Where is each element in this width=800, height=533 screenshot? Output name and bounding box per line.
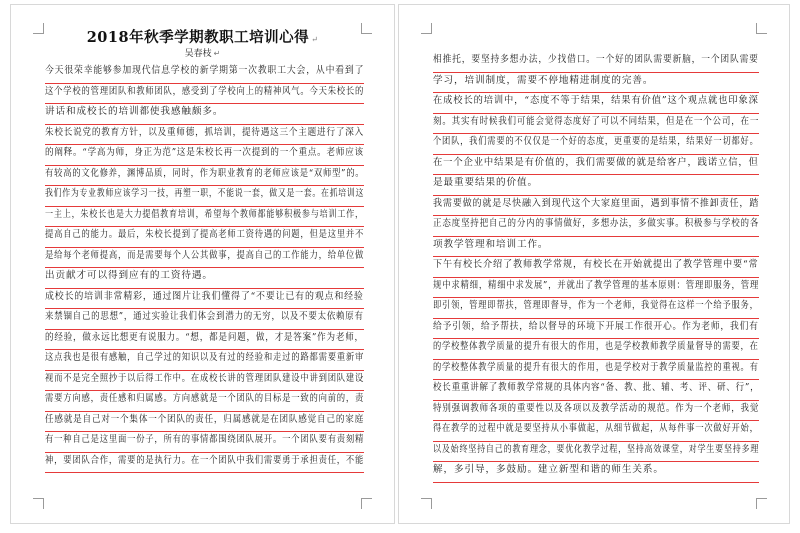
text-line-content: 项教学管理和培训工作。 [433, 238, 549, 250]
text-line-content: 在成校长的培训中，“态度不等于结果，结果有价值”这个观点就也印象深 [433, 95, 759, 106]
text-line-content: 在一个企业中结果是有价值的，我们需要做的就是给客户，践诺立信，但 [433, 156, 759, 168]
text-line [433, 237, 759, 258]
text-line [45, 350, 364, 371]
text-line [433, 73, 759, 94]
text-line [433, 196, 759, 217]
text-line-content: 即引领，管理即帮扶，管理即督导，作为一个老师，我觉得在这样一个给予服务， [433, 300, 759, 311]
text-line-content: 给予引领，给予帮扶，给以督导的环境下开展工作很开心。作为老师，我们有 [433, 320, 759, 332]
text-line-content: 得在教学的过程中就是要坚持从小事做起，从细节做起，从每件事一次做好开始， [433, 423, 759, 434]
text-line-content: 任感就是自己对一个集体一个团队的责任，归属感就是在团队感觉自己的家庭 [45, 413, 364, 425]
text-line [433, 52, 759, 73]
text-line [45, 104, 364, 125]
paragraph-mark: ↵ [213, 49, 221, 58]
text-line-content: 是最重要结果的价值。 [433, 177, 538, 188]
text-line-content: 校长重重讲解了教师教学常规的具体内容“备、教、批、辅、考、评、研、行”， [433, 382, 759, 393]
text-line-content: 有一种自己是这里面一份子，所有的事情都围绕团队展开。一个团队要有责刻精 [45, 434, 364, 445]
text-line-content: 来禁锢自己的思想”，通过实验让我们体会到潜力的无穷，以及不要太依赖原有 [45, 311, 364, 322]
document-page-right [398, 4, 790, 524]
document-author [11, 46, 394, 59]
text-line [433, 462, 759, 483]
text-line-content: 视而不是完全照抄于以后得工作中。在成校长讲的管理团队建设中讲到团队建设 [45, 372, 364, 384]
text-line [45, 432, 364, 453]
text-line [433, 360, 759, 381]
margin-corner-mark [361, 498, 372, 509]
paragraph-mark: ↵ [311, 35, 319, 44]
text-line-content: 下午有校长介绍了教师教学常规，有校长在开始就提出了教学管理中要“常 [433, 259, 759, 270]
text-line [433, 298, 759, 319]
text-line-content: 正态度坚持把自己的分内的事情做好，多想办法，多做实事。积极参与学校的各 [433, 218, 759, 229]
text-line [433, 339, 759, 360]
text-line [45, 63, 364, 84]
text-line [45, 453, 364, 474]
text-line-content: 解，多引导，多鼓励。建立新型和谐的师生关系。 [433, 464, 664, 475]
text-line-content: 的学校整体教学质量的提升有很大的作用，也是学校教师教学质量督导的需要，在 [433, 341, 759, 352]
text-line [433, 216, 759, 237]
text-line-content: 出贡献才可以得到应有的工资待遇。 [45, 270, 213, 281]
text-line [433, 114, 759, 135]
author-name: 吴春枝 [184, 49, 212, 59]
text-line [433, 380, 759, 401]
text-line-content: 这点我也是很有感触，自己学过的知识以及有过的经验和走过的路都需要重新审 [45, 352, 364, 363]
text-line [45, 227, 364, 248]
text-line [45, 412, 364, 433]
text-line [433, 134, 759, 155]
text-line-content: 特别强调教师各项的重要性以及各项以及教学活动的规范。作为一个老师，我觉 [433, 402, 759, 414]
text-line [45, 289, 364, 310]
document-title-text: 2018年秋季学期教职工培训心得 [86, 29, 310, 46]
text-line-content: 神，要团队合作，需要的是执行力。在一个团队中我们需要勇于承担责任，不能 [45, 454, 364, 466]
text-line [45, 268, 364, 289]
text-line-content: 今天很荣幸能够参加现代信息学校的新学期第一次教职工大会，从中看到了 [45, 65, 364, 76]
text-line [45, 207, 364, 228]
text-line-content: 相推托，要坚持多想办法，少找借口。一个好的团队需要新脑，一个团队需要 [433, 54, 759, 65]
text-line-content: 我需要做的就是尽快融入到现代这个大家庭里面，遇到事情不推卸责任，踏 [433, 197, 759, 209]
text-line-content: 的阐释。“学高为师，身正为范”这是朱校长再一次提到的一个重点。老师应该 [45, 147, 364, 158]
text-line [433, 401, 759, 422]
text-line-content: 学习，培训制度，需要不停地精进制度的完善。 [433, 74, 654, 86]
margin-corner-mark [756, 23, 767, 34]
document-page-left [10, 4, 395, 524]
text-line-content: 朱校长说党的教育方针，以及重师德，抓培训，提待遇这三个主题进行了深入 [45, 126, 364, 138]
text-line [45, 84, 364, 105]
text-line-content: 以及始终坚持自己的教育理念，要优化教学过程，坚持高效课堂，对学生要坚持多理 [433, 443, 759, 455]
text-line [433, 319, 759, 340]
text-line-content: 讲话和成校长的培训都使我感触颇多。 [45, 106, 224, 117]
text-line [45, 391, 364, 412]
text-line [433, 278, 759, 299]
text-line [45, 186, 364, 207]
margin-corner-mark [33, 498, 44, 509]
text-line [433, 257, 759, 278]
text-line [45, 330, 364, 351]
text-line [45, 371, 364, 392]
text-line-content: 成校长的培训非常精彩，通过图片让我们懂得了“不要让已有的观点和经验 [45, 290, 364, 302]
text-line-content: 我们作为专业教师应该学习一技，再塑一职，不能说一套，做又是一套。在抓培训这 [45, 188, 364, 199]
margin-corner-mark [756, 498, 767, 509]
text-line-content: 的经验，做永远比想更有说服力。“想，都是问题，做，才是答案”作为老师， [45, 331, 364, 343]
text-line [45, 166, 364, 187]
text-line-content: 提高自己的能力。最后，朱校长提到了提高老师工资待遇的问题，但是这里并不 [45, 229, 364, 240]
text-line-content: 是给每个老师提高，而是需要每个人公其做事，提高自己的工作能力，给单位做 [45, 249, 364, 261]
text-line-content: 有较高的文化修养，渊博品质，同时，作为职业教育的老师应该是“双师型”的。 [45, 167, 364, 179]
document-title [11, 26, 394, 47]
text-line [45, 309, 364, 330]
text-line [45, 145, 364, 166]
text-line-content: 的学校整体教学质量的提升有很大的作用，也是学校对于教学质量监控的重视。有 [433, 361, 759, 373]
margin-corner-mark [421, 498, 432, 509]
body-text-left [45, 63, 364, 473]
text-line [45, 248, 364, 269]
text-line-content: 规中求精细，精细中求发展”，并就出了教学管理的基本原则：管理即服务，管理 [433, 279, 759, 291]
text-line [433, 93, 759, 114]
text-line-content: 刻。其实有时候我们可能会觉得态度好了可以不同结果，但是在一个公司，在一 [433, 115, 759, 127]
text-line [433, 155, 759, 176]
text-line-content: 个团队，我们需要的不仅仅是一个好的态度，更重要的是结果，结果好一切都好。 [433, 136, 759, 147]
text-line [433, 421, 759, 442]
text-line [433, 442, 759, 463]
text-line-content: 需要方向感，责任感和归属感。方向感就是一个团队的目标是一致的向前的，责 [45, 393, 364, 404]
body-text-right [433, 52, 759, 483]
text-line [433, 175, 759, 196]
text-line [45, 125, 364, 146]
margin-corner-mark [421, 23, 432, 34]
text-line-content: 这个学校的管理团队和教师团队，感受到了学校向上的精神风气。今天朱校长的 [45, 85, 364, 97]
text-line-content: 一主上，朱校长也是大力提倡教育培训，希望每个教师都能够积极参与培训工作， [45, 208, 364, 220]
